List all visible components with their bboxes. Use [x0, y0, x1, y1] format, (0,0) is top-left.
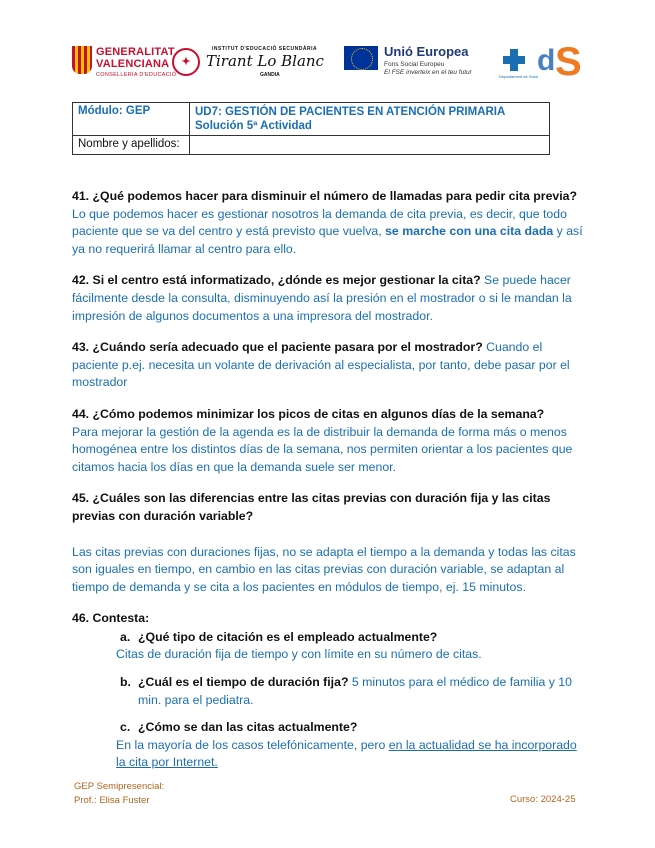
eu-title: Unió Europea: [384, 44, 469, 59]
unit-title: [190, 103, 550, 136]
ds-letter-d: d: [537, 44, 556, 77]
footer-left: [74, 780, 164, 808]
subitem-c-letter: c.: [120, 720, 131, 735]
eu-logo: [344, 42, 504, 82]
answer-41-part2: y así ya no requerirá llamar al centro para ello.: [72, 224, 583, 256]
generalitat-shield-icon: [72, 46, 92, 74]
footer-course-year: Curso: 2024-25: [510, 794, 576, 805]
ds-letter-s: S: [555, 40, 582, 84]
school-emblem-icon: ✦: [172, 48, 200, 76]
subitem-b: [116, 674, 584, 709]
question-42: [72, 272, 584, 325]
question-44: [72, 406, 584, 476]
school-name: Tirant Lo Blanc: [206, 52, 324, 70]
question-43: [72, 339, 584, 392]
subitem-a-question: ¿Qué tipo de citación es el empleado actualmente?: [138, 629, 438, 644]
health-caption: Departament de Salut: [499, 74, 538, 79]
subitem-c-answer-underlined: en la actualidad se ha incorporado la cita por Internet.: [116, 737, 577, 770]
question-43-text: 43. ¿Cuándo sería adecuado que el paciente pasara por el mostrador?: [72, 340, 483, 355]
answer-43: Cuando el paciente p.ej. necesita un volante de derivación al especialista, por tanto, debe pasar por el mostrador: [72, 340, 570, 390]
name-field[interactable]: [190, 136, 550, 155]
school-logo: [172, 46, 332, 86]
question-46-subitems: [116, 629, 584, 772]
subitem-a: [116, 629, 584, 647]
subitem-a-answer: Citas de duración fija de tiempo y con límite en su número de citas.: [116, 647, 482, 662]
subitem-a-letter: a.: [120, 629, 131, 644]
footer-course-type: GEP Semipresencial:: [74, 781, 165, 792]
question-46: [72, 610, 584, 628]
school-city: GANDIA: [260, 72, 280, 78]
answer-44: Para mejorar la gestión de la agenda es la de distribuir la demanda de forma más o menos homogénea entre los distintos días de la semana, nos permiten orientar a los pacientes que citamos hacia los días en que la demanda suele ser menor.: [72, 424, 573, 474]
ds-logo: [537, 40, 592, 86]
document-body: [72, 188, 584, 772]
question-41-text: 41. ¿Qué podemos hacer para disminuir el número de llamadas para pedir cita previa?: [72, 189, 578, 203]
unit-title-line2: Solución 5ª Actividad: [195, 120, 312, 132]
question-46-text: 46. Contesta:: [72, 611, 150, 626]
eu-line2: Fons Social Europeu: [384, 61, 445, 68]
unit-title-line1: UD7: GESTIÓN DE PACIENTES EN ATENCIÓN PRIMARIA: [195, 106, 506, 118]
gva-line2: VALENCIANA: [96, 58, 170, 70]
module-label: Módulo: GEP: [73, 103, 190, 136]
question-44-text: 44. ¿Cómo podemos minimizar los picos de citas en algunos días de la semana?: [72, 406, 545, 421]
generalitat-logo: [72, 44, 177, 86]
subitem-c: [116, 719, 584, 737]
subitem-c-question: ¿Cómo se dan las citas actualmente?: [138, 720, 358, 735]
eu-line3: El FSE inverteix en el teu futur: [384, 69, 472, 76]
answer-42: Se puede hacer fácilmente desde la consulta, disminuyendo así la presión en el mostrador o si le mandan la impresión de algunos documentos a una impresora del mostrador.: [72, 273, 572, 323]
health-cross-vertical: [510, 49, 518, 71]
question-45: [72, 490, 584, 525]
subitem-b-letter: b.: [120, 675, 131, 690]
eu-flag-icon: [344, 46, 378, 70]
header-logos: [72, 40, 592, 88]
question-41: [72, 188, 584, 258]
gva-line1: GENERALITAT: [96, 46, 175, 58]
subitem-b-answer: 5 minutos para el médico de familia y 10 min. para el pediatra.: [138, 675, 572, 707]
answer-41-part1: Lo que podemos hacer es gestionar nosotros la demanda de cita previa, es decir, que todo paciente que se va del centro y está previsto que vuelva,: [72, 206, 567, 239]
answer-45: Las citas previas con duraciones fijas, no se adapta el tiempo a la demanda y todas las citas son iguales en tiempo, en cambio en las citas previas con duración variable, se adaptan al tiempo de demanda y se cita a los pacientes en módulos de tiempo, ej. 15 minutos.: [72, 544, 576, 594]
answer-41-bold: se marche con una cita dada: [385, 224, 554, 239]
gva-line3: CONSELLERIA D'EDUCACIÓ: [96, 72, 177, 78]
footer-teacher: Prof.: Elisa Fuster: [74, 795, 150, 806]
subitem-c-answer: [116, 737, 584, 772]
health-department-logo: [499, 44, 538, 82]
header-table: [72, 102, 550, 155]
name-label: Nombre y apellidos:: [73, 136, 190, 155]
question-45-text: 45. ¿Cuáles son las diferencias entre las citas previas con duración fija y las citas previas con duración variable?: [72, 491, 551, 523]
school-line1: INSTITUT D'EDUCACIÓ SECUNDÀRIA: [212, 46, 318, 52]
question-42-text: 42. Si el centro está informatizado, ¿dónde es mejor gestionar la cita?: [72, 273, 481, 288]
subitem-c-answer-part1: En la mayoría de los casos telefónicamente, pero: [116, 737, 389, 752]
subitem-b-question: ¿Cuál es el tiempo de duración fija?: [138, 675, 349, 690]
